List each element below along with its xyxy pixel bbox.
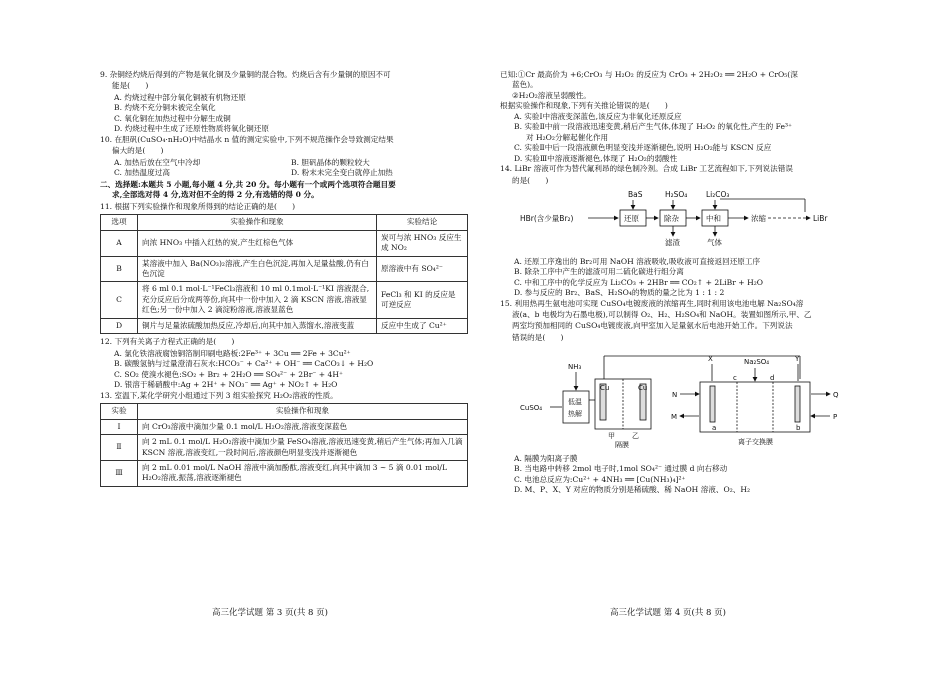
flow-label-neutralize: 中和	[706, 214, 721, 224]
label-y: Y	[795, 355, 800, 364]
q14-option-b: B. 除杂工序中产生的滤渣可用二硫化碳进行组分离	[514, 267, 684, 277]
flow-label-concentrate: 浓缩	[751, 214, 766, 224]
q9-option-a: A. 灼烧过程中部分氧化铜被有机物还原	[114, 92, 246, 102]
q15-option-a: A. 隔膜为阳离子膜	[514, 453, 578, 463]
label-p: P	[833, 413, 838, 422]
table-row	[101, 256, 468, 282]
question-13	[100, 391, 468, 487]
q13-known-1: 已知:①Cr 最高价为 +6;CrO₃ 与 H₂O₂ 的反应为 CrO₃ + 2H₂O₂ ══ 2H₂O + CrO₅(深	[500, 70, 798, 79]
q12-option-d: D. 银溶于稀硝酸中:Ag + 2H⁺ + NO₃⁻ ══ Ag⁺ + NO₂↑ + H₂O	[114, 380, 338, 390]
question-9	[100, 70, 468, 135]
q11-stem: 11. 根据下列实验操作和现象所得到的结论正确的是( )	[100, 201, 296, 211]
q9-option-b: B. 灼烧不充分铜未被完全氧化	[114, 103, 216, 113]
q11-row-a-operation: 向浓 HNO₃ 中插入红热的炭,产生红棕色气体	[138, 230, 377, 256]
q13-row-1-operation: 向 CrO₃溶液中滴加少量 0.1 mol/L H₂O₂溶液,溶液变深蓝色	[138, 419, 468, 434]
flow-label-gas: 气体	[707, 238, 722, 248]
q13-option-c: C. 实验Ⅱ中后一段溶液颜色明显变浅并逐渐褪色,说明 H₂O₂能与 KSCN 反应	[514, 143, 772, 153]
label-cuso4: CuSO₄	[520, 404, 543, 413]
q15-option-c: C. 电池总反应为:Cu²⁺ + 4NH₃ ══ [Cu(NH₃)₄]²⁺	[514, 474, 686, 484]
flow-label-feed: HBr(含少量Br₂)	[520, 214, 574, 224]
q15-option-b: B. 当电路中转移 2mol 电子时,1mol SO₄²⁻ 通过膜 d 向右移动	[514, 464, 728, 474]
table-row	[101, 435, 468, 461]
q13-row-1-no: Ⅰ	[101, 419, 138, 434]
right-column	[500, 70, 858, 496]
electrode-a	[710, 386, 715, 422]
flow-label-reduce: 还原	[624, 214, 639, 224]
label-jia: 甲	[608, 432, 615, 441]
q11-row-a-option: A	[101, 230, 138, 256]
q11-table	[100, 214, 468, 334]
table-row	[101, 282, 468, 318]
q13-row-2-no: Ⅱ	[101, 435, 138, 461]
label-b: b	[796, 424, 801, 433]
section-2-line-1: 二、选择题:本题共 5 小题,每小题 4 分,共 20 分。每小题有一个或两个选项符合题目要	[100, 179, 396, 189]
q11-row-d-operation: 铜片与足量浓硫酸加热反应,冷却后,向其中加入蒸馏水,溶液变蓝	[138, 318, 377, 333]
q11-row-d-option: D	[101, 318, 138, 333]
electrolysis-cell	[700, 382, 810, 432]
q13-option-a: A. 实验Ⅰ中溶液变深蓝色,该反应为非氧化还原反应	[514, 111, 682, 121]
q9-stem-1: 9. 杂铜经灼烧后得到的产物是氧化铜及少量铜的混合物。灼烧后含有少量铜的原因不可	[100, 70, 391, 79]
q15-stem-2: 液(a、b 电极均为石墨电极),可以制得 O₂、H₂、H₂SO₄和 NaOH。装置如图所示,甲、乙	[512, 309, 812, 319]
section-2-heading	[100, 180, 468, 201]
q9-option-c: C. 氧化铜在加热过程中分解生成铜	[114, 113, 231, 123]
footer-page-3: 高三化学试题 第 3 页(共 8 页)	[212, 608, 328, 618]
q11-row-b-option: B	[101, 256, 138, 282]
section-2-line-2: 求,全部选对得 4 分,选对但不全的得 2 分,有选错的得 0 分。	[112, 190, 319, 200]
q11-row-c-operation: 将 6 ml 0.1 mol·L⁻¹FeCl₃溶液和 10 ml 0.1mol·L⁻¹KI 溶液混合,充分反应后分成两等份,向其中一份中加入 2 滴 KSCN 溶液,溶液显红色;另一份中加入 2 滴淀粉溶液,溶液显蓝色	[138, 282, 377, 318]
label-c: c	[733, 374, 737, 383]
q11-header-conclusion: 实验结论	[377, 215, 468, 230]
q13-option-b: B. 实验Ⅱ中前一段溶液迅速变黄,稍后产生气体,体现了 H₂O₂ 的氧化性,产生的 Fe³⁺	[514, 122, 793, 132]
q15-stem-3: 两室均预加相同的 CuSO₄电镀废液,向甲室加入足量氨水后电池开始工作。下列说法	[512, 321, 793, 331]
q9-stem-2: 能是( )	[112, 81, 149, 91]
q15-apparatus-diagram	[500, 344, 858, 450]
label-heat-regen: 热解	[568, 410, 582, 419]
label-q: Q	[833, 391, 839, 400]
q13-row-3-no: Ⅲ	[101, 461, 138, 487]
q13-option-d: D. 实验Ⅲ中溶液逐渐褪色,体现了 H₂O₂的弱酸性	[514, 153, 678, 163]
label-ion-membrane: 离子交换膜	[738, 438, 773, 447]
left-column	[100, 70, 468, 490]
q11-row-b-conclusion: 原溶液中有 SO₄²⁻	[377, 256, 468, 282]
question-14	[500, 164, 858, 298]
q11-row-a-conclusion: 炭可与浓 HNO₃ 反应生成 NO₂	[377, 230, 468, 256]
question-12	[100, 337, 468, 390]
question-11	[100, 202, 468, 335]
flow-label-bas: BaS	[628, 190, 643, 200]
q11-header-operation: 实验操作和现象	[138, 215, 377, 230]
label-m: M	[671, 413, 678, 422]
table-row	[101, 461, 468, 487]
q11-header-option: 选项	[101, 215, 138, 230]
question-10	[100, 135, 468, 179]
q10-option-d: D. 粉末未完全变白就停止加热	[291, 168, 393, 178]
q11-row-c-conclusion: FeCl₃ 和 KI 的反应是可逆反应	[377, 282, 468, 318]
q13-row-3-operation: 向 2 mL 0.01 mol/L NaOH 溶液中滴加酚酞,溶液变红,向其中滴加 3 ~ 5 滴 0.01 mol/L H₂O₂溶液,振荡,溶液逐渐褪色	[138, 461, 468, 487]
flow-label-li2co3: Li₂CO₃	[706, 190, 730, 200]
q10-option-a: A. 加热后放在空气中冷却	[114, 157, 201, 167]
q13-ask: 根据实验操作和现象,下列有关推论错误的是( )	[500, 101, 668, 111]
q14-stem-1: 14. LiBr 溶液可作为替代氟利昂的绿色制冷剂。合成 LiBr 工艺流程如下,下列说法错误	[500, 164, 793, 174]
q11-row-c-option: C	[101, 282, 138, 318]
table-row	[101, 230, 468, 256]
q13-stem: 13. 室温下,某化学研究小组通过下列 3 组实验探究 H₂O₂溶液的性质。	[100, 390, 338, 400]
q10-option-b: B. 胆矾晶体的颗粒较大	[291, 157, 370, 167]
label-na2so4: Na₂SO₄	[744, 358, 770, 367]
q14-option-c: C. 中和工序中的化学反应为 Li₂CO₃ + 2HBr ══ CO₂↑ + 2LiBr + H₂O	[514, 277, 763, 287]
q12-option-a: A. 氯化铁溶液腐蚀铜箔制印刷电路板:2Fe³⁺ + 3Cu ══ 2Fe + 3Cu²⁺	[114, 348, 351, 358]
q14-flow-diagram	[500, 187, 858, 253]
label-yi: 乙	[632, 432, 639, 441]
label-cu-2: Cu	[638, 384, 648, 393]
q12-option-b: B. 碳酸氢钠与过量澄清石灰水:HCO₃⁻ + Ca²⁺ + OH⁻ ══ CaCO₃↓ + H₂O	[114, 359, 374, 369]
label-cu-1: Cu	[600, 384, 610, 393]
label-d: d	[770, 374, 775, 383]
q13-known-2: ②H₂O₂溶液呈弱酸性。	[512, 90, 591, 100]
q11-row-d-conclusion: 反应中生成了 Cu²⁺	[377, 318, 468, 333]
flow-label-product: LiBr	[813, 214, 828, 224]
flow-label-h2so4: H₂SO₄	[665, 190, 688, 200]
q9-option-d: D. 灼烧过程中生成了还原性物质将氧化铜还原	[114, 124, 269, 134]
label-low-temp: 低温	[568, 398, 582, 407]
electrode-b	[795, 386, 800, 422]
flow-label-purify: 除杂	[664, 214, 679, 224]
question-15	[500, 299, 858, 496]
q14-stem-2: 的是( )	[512, 175, 549, 185]
label-membrane: 隔膜	[615, 441, 629, 450]
q10-stem-1: 10. 在胆矾(CuSO₄·nH₂O)中结晶水 n 值的测定实验中,下列不规范操作会导致测定结果	[100, 134, 394, 144]
label-a: a	[712, 424, 717, 433]
label-nh3: NH₃	[568, 363, 582, 372]
q13-known-1b: 蓝色)。	[512, 80, 538, 90]
q15-option-d: D. M、P、X、Y 对应的物质分别是稀硫酸、稀 NaOH 溶液、O₂、H₂	[514, 485, 751, 495]
footer-page-4: 高三化学试题 第 4 页(共 8 页)	[610, 608, 726, 618]
q14-option-d: D. 参与反应的 Br₂、BaS、H₂SO₄的物质的量之比为 1 : 1 : 2	[514, 288, 725, 298]
q13-table	[100, 403, 468, 487]
flow-label-residue: 滤渣	[665, 238, 680, 248]
q13-row-2-operation: 向 2 mL 0.1 mol/L H₂O₂溶液中滴加少量 FeSO₄溶液,溶液迅速变黄,稍后产生气体;再加入几滴 KSCN 溶液,溶液变红,一段时间后,溶液颜色明显变浅并逐渐褪色	[138, 435, 468, 461]
label-n: N	[672, 391, 678, 400]
q15-stem-1: 15. 利用热再生氨电池可实现 CuSO₄电镀废液的浓缩再生,同时利用该电池电解 Na₂SO₄溶	[500, 298, 804, 308]
q11-row-b-operation: 某溶液中加入 Ba(NO₃)₂溶液,产生白色沉淀,再加入足量盐酸,仍有白色沉淀	[138, 256, 377, 282]
q13-option-b-cont: 对 H₂O₂分解起催化作用	[526, 132, 609, 142]
q10-option-c: C. 加热温度过高	[114, 168, 170, 178]
table-row	[101, 419, 468, 434]
table-row	[101, 318, 468, 333]
q12-stem: 12. 下列有关离子方程式正确的是( )	[100, 337, 235, 347]
q12-option-c: C. SO₂ 使溴水褪色:SO₂ + Br₂ + 2H₂O ══ SO₄²⁻ + 2Br⁻ + 4H⁺	[114, 369, 343, 379]
q15-stem-4: 错误的是( )	[512, 332, 564, 342]
q13-header-no: 实验	[101, 404, 138, 419]
label-x: X	[708, 355, 713, 364]
q10-stem-2: 偏大的是( )	[112, 146, 164, 156]
q13-header-operation: 实验操作和现象	[138, 404, 468, 419]
q14-option-a: A. 还原工序逸出的 Br₂可用 NaOH 溶液吸收,吸收液可直接返回还原工序	[514, 256, 761, 266]
heat-regenerator-box	[563, 391, 589, 423]
